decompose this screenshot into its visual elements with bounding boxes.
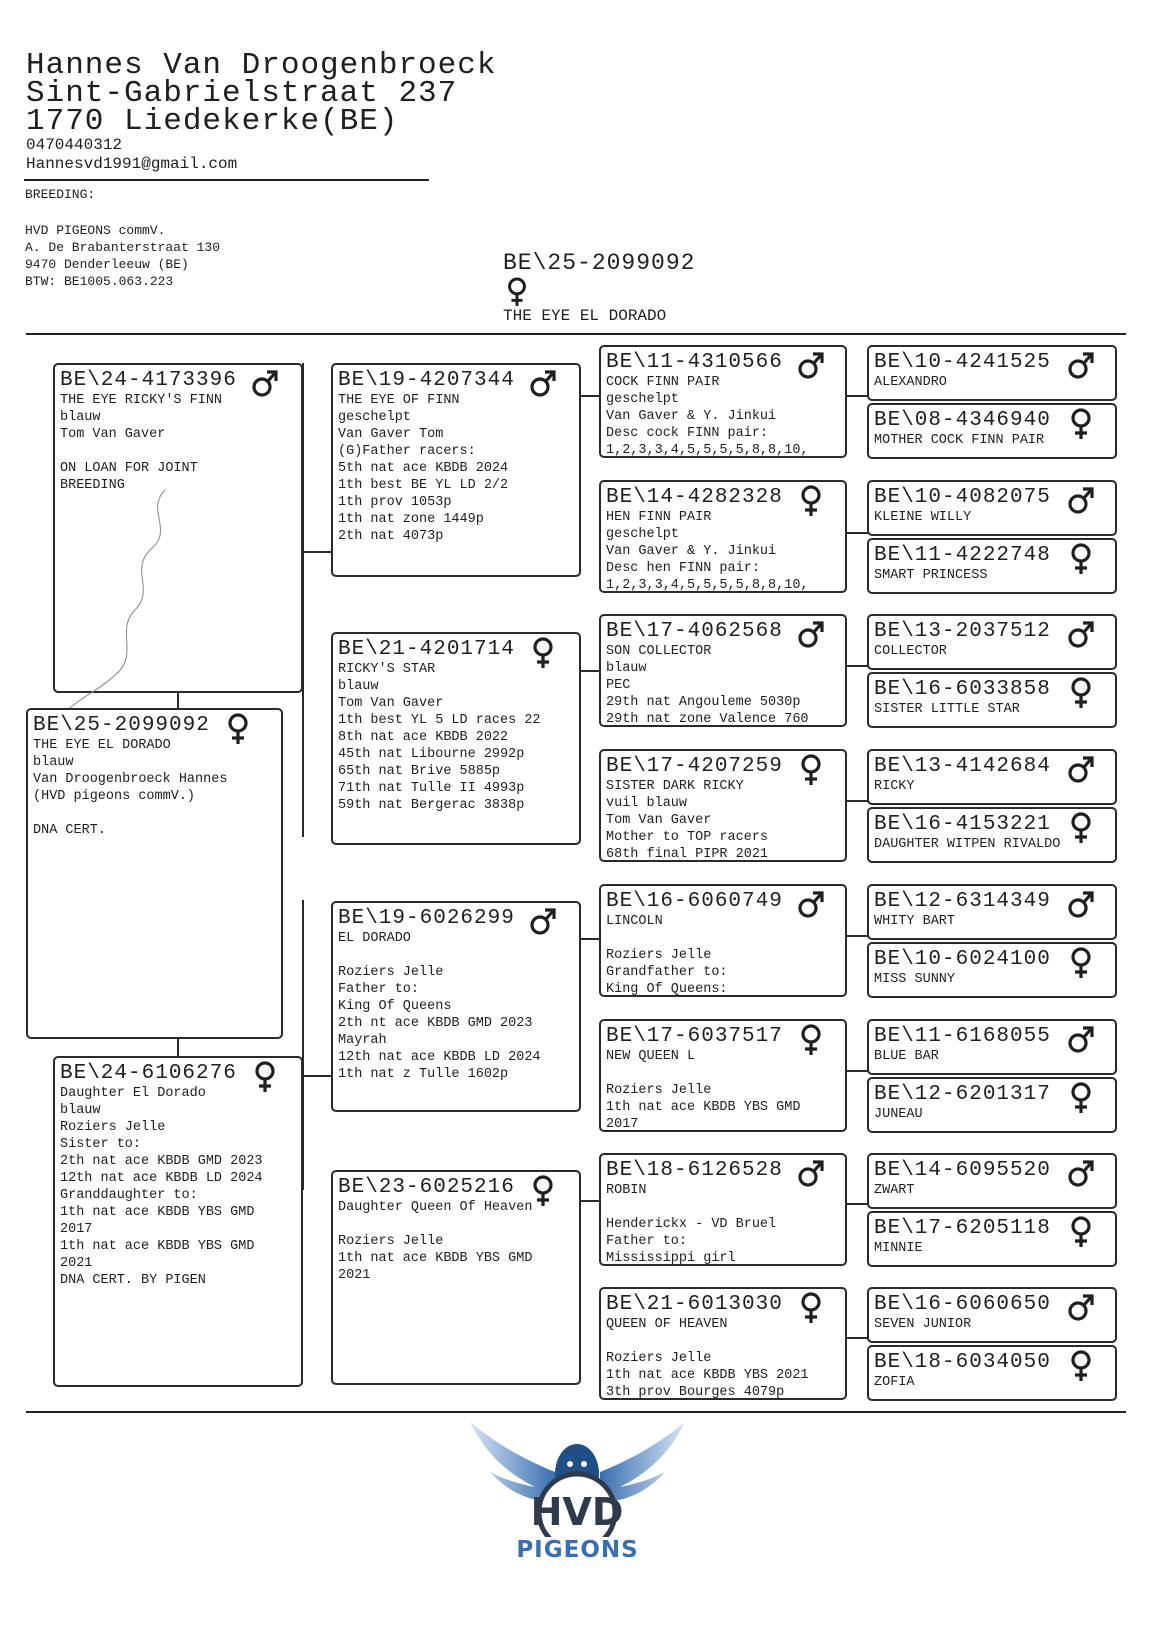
pigeon-info: 1th nat ace KBDB YBS GMD <box>606 1100 801 1115</box>
ring-number: BE\16-6033858 <box>874 678 1051 701</box>
male-icon <box>529 367 557 401</box>
pigeon-info: 2th nat ace KBDB GMD 2023 <box>60 1154 263 1169</box>
ring-number: BE\21-4201714 <box>338 638 515 661</box>
pigeon-name: DAUGHTER WITPEN RIVALDO <box>874 837 1061 852</box>
pigeon-info: 1th nat z Tulle 1602p <box>338 1067 509 1082</box>
female-icon <box>251 1060 279 1094</box>
pigeon-name: ZOFIA <box>874 1375 915 1390</box>
male-icon <box>1067 484 1095 518</box>
pigeon-info: 2021 <box>338 1268 371 1283</box>
pigeon-info: 2021 <box>60 1256 93 1271</box>
female-icon <box>797 753 825 787</box>
pigeon-name: SON COLLECTOR <box>606 644 712 659</box>
ring-number: BE\24-6106276 <box>60 1062 237 1085</box>
pigeon-name: ZWART <box>874 1183 915 1198</box>
pedigree-mfm[interactable] <box>599 1019 847 1132</box>
pigeon-info: Granddaughter to: <box>60 1188 198 1203</box>
pigeon-info: 1th nat ace KBDB YBS 2021 <box>606 1368 809 1383</box>
pigeon-info <box>606 930 841 947</box>
pedigree-ffm[interactable] <box>599 480 847 593</box>
owner-city: 1770 Liedekerke(BE) <box>26 104 399 139</box>
breeding-street: A. De Brabanterstraat 130 <box>25 240 221 255</box>
breeding-block <box>25 222 220 290</box>
pigeon-info: Roziers Jelle <box>338 1234 444 1249</box>
ring-number: BE\14-6095520 <box>874 1159 1051 1182</box>
pigeon-info: Sister to: <box>60 1137 142 1152</box>
pigeon-info: vuil blauw <box>606 796 688 811</box>
ring-number: BE\18-6126528 <box>606 1159 783 1182</box>
connector <box>846 1203 868 1205</box>
connector <box>580 395 600 397</box>
ring-number: BE\16-6060749 <box>606 890 783 913</box>
pigeon-info: 1,2,3,3,4,5,5,5,5,8,8,10, <box>606 578 809 593</box>
female-icon <box>1067 407 1095 441</box>
pigeon-info: Van Gaver & Y. Jinkui <box>606 409 777 424</box>
pigeon-name: BLUE BAR <box>874 1049 939 1064</box>
pigeon-info: geschelpt <box>606 527 679 542</box>
pedigree-mff[interactable] <box>599 884 847 997</box>
pigeon-info: King Of Queens: <box>606 982 728 997</box>
pedigree-g4-14[interactable] <box>867 1287 1117 1343</box>
pigeon-name: THE EYE EL DORADO <box>33 738 171 753</box>
pigeon-info: blauw <box>60 1103 101 1118</box>
pigeon-info: blauw <box>60 410 101 425</box>
pigeon-name: MOTHER COCK FINN PAIR <box>874 433 1045 448</box>
pigeon-name: THE EYE OF FINN <box>338 393 460 408</box>
connector <box>580 1200 600 1202</box>
header-divider <box>24 179 429 181</box>
logo-text: PIGEONS <box>516 1537 639 1563</box>
pigeon-info: 1th prov 1053p <box>338 495 452 510</box>
pigeon-info: 1th nat ace KBDB YBS GMD <box>60 1239 255 1254</box>
logo-mark: HVD <box>530 1490 624 1534</box>
pedigree-g4-10[interactable] <box>867 1019 1117 1075</box>
pedigree-mother[interactable] <box>53 1056 303 1387</box>
pigeon-info: Tom Van Gaver <box>60 427 166 442</box>
ring-number: BE\16-6060650 <box>874 1293 1051 1316</box>
connector <box>846 665 868 667</box>
pedigree-g4-1[interactable] <box>867 403 1117 459</box>
pigeon-info: 29th nat Angouleme 5030p <box>606 695 801 710</box>
pigeon-info: 2017 <box>60 1222 93 1237</box>
pigeon-name: HEN FINN PAIR <box>606 510 712 525</box>
ring-number: BE\13-2037512 <box>874 620 1051 643</box>
pigeon-wings-icon <box>460 1412 695 1537</box>
pedigree-g4-4[interactable] <box>867 614 1117 670</box>
ring-number: BE\18-6034050 <box>874 1351 1051 1374</box>
pigeon-info: Van Gaver Tom <box>338 427 444 442</box>
pigeon-info: Mother to TOP racers <box>606 830 769 845</box>
pedigree-fmm[interactable] <box>599 749 847 862</box>
connector <box>302 551 332 553</box>
female-icon <box>529 1174 557 1208</box>
hvd-logo <box>460 1412 695 1572</box>
pigeon-info: DNA CERT. BY PIGEN <box>60 1273 206 1288</box>
male-icon <box>251 367 279 401</box>
pedigree-g4-3[interactable] <box>867 538 1117 594</box>
ring-number: BE\11-6168055 <box>874 1025 1051 1048</box>
pigeon-info: 59th nat Bergerac 3838p <box>338 798 525 813</box>
pigeon-name: SISTER DARK RICKY <box>606 779 744 794</box>
pedigree-mm[interactable] <box>331 1170 581 1385</box>
pigeon-info: Roziers Jelle <box>606 1083 712 1098</box>
signature-scribble <box>55 480 175 720</box>
pigeon-info: Roziers Jelle <box>338 965 444 980</box>
pigeon-info: 68th final PIPR 2021 <box>606 847 769 862</box>
owner-phone: 0470440312 <box>26 136 123 154</box>
pigeon-name: KLEINE WILLY <box>874 510 972 525</box>
pigeon-name: ROBIN <box>606 1183 647 1198</box>
ring-number: BE\25-2099092 <box>33 714 210 737</box>
pigeon-info: 1,2,3,3,4,5,5,5,5,8,8,10, <box>606 443 809 458</box>
female-icon <box>224 712 252 746</box>
pigeon-name: JUNEAU <box>874 1107 923 1122</box>
pedigree-g4-15[interactable] <box>867 1345 1117 1401</box>
pedigree-g4-13[interactable] <box>867 1211 1117 1267</box>
male-icon <box>1067 1291 1095 1325</box>
pigeon-info: Tom Van Gaver <box>338 696 444 711</box>
pedigree-mf[interactable] <box>331 901 581 1112</box>
ring-number: BE\17-4062568 <box>606 620 783 643</box>
pedigree-g4-8[interactable] <box>867 884 1117 940</box>
pigeon-info: Roziers Jelle <box>60 1120 166 1135</box>
pigeon-info: Desc cock FINN pair: <box>606 426 769 441</box>
male-icon <box>1067 1023 1095 1057</box>
connector <box>846 1070 868 1072</box>
breeding-label: BREEDING: <box>25 187 96 202</box>
ring-number: BE\11-4222748 <box>874 544 1051 567</box>
pigeon-info: 5th nat ace KBDB 2024 <box>338 461 509 476</box>
connector <box>580 938 600 940</box>
ring-number: BE\23-6025216 <box>338 1176 515 1199</box>
pigeon-name: LINCOLN <box>606 914 663 929</box>
ring-number: BE\19-6026299 <box>338 907 515 930</box>
pigeon-info: 1th best YL 5 LD races 22 <box>338 713 541 728</box>
pigeon-info: Roziers Jelle <box>606 948 712 963</box>
pigeon-info: Van Gaver & Y. Jinkui <box>606 544 777 559</box>
pedigree-g4-9[interactable] <box>867 942 1117 998</box>
female-icon <box>1067 542 1095 576</box>
pigeon-info: Father to: <box>606 1234 688 1249</box>
pigeon-info: 8th nat ace KBDB 2022 <box>338 730 509 745</box>
pigeon-name: THE EYE RICKY'S FINN <box>60 393 223 408</box>
pigeon-info: ON LOAN FOR JOINT <box>60 461 198 476</box>
pigeon-info: 1th nat zone 1449p <box>338 512 484 527</box>
connector <box>177 691 179 708</box>
pigeon-info <box>338 1216 575 1233</box>
connector <box>177 1037 179 1056</box>
pedigree-g4-0[interactable] <box>867 345 1117 401</box>
pigeon-name: SISTER LITTLE STAR <box>874 702 1020 717</box>
female-icon <box>1067 1349 1095 1383</box>
pigeon-info: 45th nat Libourne 2992p <box>338 747 525 762</box>
pigeon-name: MISS SUNNY <box>874 972 956 987</box>
pigeon-name: WHITY BART <box>874 914 956 929</box>
pigeon-info: 12th nat ace KBDB LD 2024 <box>338 1050 541 1065</box>
pedigree-ff[interactable] <box>331 363 581 577</box>
pigeon-name: SMART PRINCESS <box>874 568 988 583</box>
pigeon-info <box>33 805 277 822</box>
connector <box>580 670 600 672</box>
pigeon-info: BREEDING <box>60 478 125 493</box>
ring-number: BE\13-4142684 <box>874 755 1051 778</box>
connector <box>846 532 868 534</box>
pigeon-info: geschelpt <box>606 392 679 407</box>
pigeon-name: COLLECTOR <box>874 644 947 659</box>
pedigree-g4-7[interactable] <box>867 807 1117 863</box>
pigeon-name: ALEXANDRO <box>874 375 947 390</box>
pigeon-info: 1th best BE YL LD 2/2 <box>338 478 509 493</box>
breeding-city: 9470 Denderleeuw (BE) <box>25 257 189 272</box>
male-icon <box>1067 753 1095 787</box>
pigeon-info: Grandfather to: <box>606 965 728 980</box>
female-icon <box>529 636 557 670</box>
ring-number: BE\16-4153221 <box>874 813 1051 836</box>
pigeon-info: 29th nat zone Valence 760 <box>606 712 809 727</box>
male-icon <box>529 905 557 939</box>
pigeon-name: EL DORADO <box>338 931 411 946</box>
pedigree-fff[interactable] <box>599 345 847 458</box>
pedigree-mmf[interactable] <box>599 1153 847 1266</box>
ring-number: BE\21-6013030 <box>606 1293 783 1316</box>
pigeon-info: blauw <box>606 661 647 676</box>
ring-number: BE\17-4207259 <box>606 755 783 778</box>
pigeon-info: 12th nat ace KBDB LD 2024 <box>60 1171 263 1186</box>
male-icon <box>1067 1157 1095 1191</box>
pigeon-name: QUEEN OF HEAVEN <box>606 1317 728 1332</box>
female-icon <box>797 484 825 518</box>
ring-number: BE\11-4310566 <box>606 351 783 374</box>
pigeon-info: 1th nat ace KBDB YBS GMD <box>60 1205 255 1220</box>
female-icon <box>1067 1215 1095 1249</box>
female-icon <box>1067 676 1095 710</box>
pigeon-info: King Of Queens <box>338 999 452 1014</box>
connector <box>846 395 868 397</box>
ring-number: BE\14-4282328 <box>606 486 783 509</box>
pigeon-name: COCK FINN PAIR <box>606 375 720 390</box>
pigeon-info <box>60 443 297 460</box>
pedigree-g4-6[interactable] <box>867 749 1117 805</box>
pigeon-info: blauw <box>338 679 379 694</box>
ring-number: BE\17-6205118 <box>874 1217 1051 1240</box>
pigeon-name: MINNIE <box>874 1241 923 1256</box>
pigeon-info: 3th prov Bourges 4079p <box>606 1385 785 1400</box>
pigeon-name: NEW QUEEN L <box>606 1049 696 1064</box>
pigeon-info: (HVD pigeons commV.) <box>33 789 196 804</box>
male-icon <box>797 618 825 652</box>
pigeon-info: PEC <box>606 678 631 693</box>
pigeon-name: Daughter El Dorado <box>60 1086 206 1101</box>
connector <box>846 1337 868 1339</box>
owner-name: Hannes Van Droogenbroeck <box>26 48 497 83</box>
female-icon <box>504 276 530 308</box>
male-icon <box>1067 349 1095 383</box>
male-icon <box>1067 618 1095 652</box>
ring-number: BE\08-4346940 <box>874 409 1051 432</box>
pigeon-info <box>338 947 575 964</box>
pigeon-info <box>606 1333 841 1350</box>
pigeon-info: Desc hen FINN pair: <box>606 561 760 576</box>
connector <box>846 800 868 802</box>
pigeon-info: geschelpt <box>338 410 411 425</box>
breeding-company: HVD PIGEONS commV. <box>25 223 166 238</box>
pigeon-info: Father to: <box>338 982 420 997</box>
connector <box>302 1075 332 1077</box>
pigeon-info: 1th nat ace KBDB YBS GMD <box>338 1251 533 1266</box>
pigeon-info: blauw <box>33 755 74 770</box>
top-rule <box>26 333 1126 335</box>
owner-street: Sint-Gabrielstraat 237 <box>26 76 458 111</box>
ring-number: BE\19-4207344 <box>338 369 515 392</box>
male-icon <box>797 888 825 922</box>
pigeon-info: Mayrah <box>338 1033 387 1048</box>
pedigree-g4-11[interactable] <box>867 1077 1117 1133</box>
pigeon-info: DNA CERT. <box>33 823 106 838</box>
pigeon-info: 2th nat 4073p <box>338 529 444 544</box>
pigeon-info: 71th nat Tulle II 4993p <box>338 781 525 796</box>
pigeon-name: SEVEN JUNIOR <box>874 1317 972 1332</box>
female-icon <box>1067 811 1095 845</box>
owner-block <box>26 48 497 174</box>
pigeon-info: Mississippi girl <box>606 1251 736 1266</box>
ring-number: BE\10-4082075 <box>874 486 1051 509</box>
pigeon-info: (G)Father racers: <box>338 444 476 459</box>
ring-number: BE\10-4241525 <box>874 351 1051 374</box>
pedigree-fm[interactable] <box>331 632 581 845</box>
pigeon-info: 65th nat Brive 5885p <box>338 764 501 779</box>
female-icon <box>797 1023 825 1057</box>
ring-number: BE\12-6201317 <box>874 1083 1051 1106</box>
pigeon-info <box>606 1065 841 1082</box>
pigeon-info: Tom Van Gaver <box>606 813 712 828</box>
pigeon-info: 2th nt ace KBDB GMD 2023 <box>338 1016 533 1031</box>
pigeon-info: Henderickx - VD Bruel <box>606 1217 777 1232</box>
pedigree-g4-2[interactable] <box>867 480 1117 536</box>
female-icon <box>1067 1081 1095 1115</box>
male-icon <box>797 1157 825 1191</box>
subject-ring: BE\25-2099092 <box>503 250 696 276</box>
pedigree-g4-12[interactable] <box>867 1153 1117 1209</box>
ring-number: BE\24-4173396 <box>60 369 237 392</box>
pigeon-name: RICKY <box>874 779 915 794</box>
pedigree-self[interactable] <box>26 708 283 1039</box>
pigeon-info: 2017 <box>606 1117 639 1132</box>
ring-number: BE\12-6314349 <box>874 890 1051 913</box>
pedigree-g4-5[interactable] <box>867 672 1117 728</box>
pigeon-name: RICKY'S STAR <box>338 662 436 677</box>
connector <box>846 935 868 937</box>
pedigree-mmm[interactable] <box>599 1287 847 1400</box>
pigeon-info: Roziers Jelle <box>606 1351 712 1366</box>
pigeon-info <box>606 1199 841 1216</box>
ring-number: BE\17-6037517 <box>606 1025 783 1048</box>
female-icon <box>1067 946 1095 980</box>
pedigree-fmf[interactable] <box>599 614 847 727</box>
pigeon-name: Daughter Queen Of Heaven <box>338 1200 533 1215</box>
ring-number: BE\10-6024100 <box>874 948 1051 971</box>
owner-email: Hannesvd1991@gmail.com <box>26 155 238 173</box>
subject-name: THE EYE EL DORADO <box>503 307 667 325</box>
female-icon <box>797 1291 825 1325</box>
male-icon <box>797 349 825 383</box>
pigeon-info: Van Droogenbroeck Hannes <box>33 772 228 787</box>
male-icon <box>1067 888 1095 922</box>
breeding-vat: BTW: BE1005.063.223 <box>25 274 174 289</box>
